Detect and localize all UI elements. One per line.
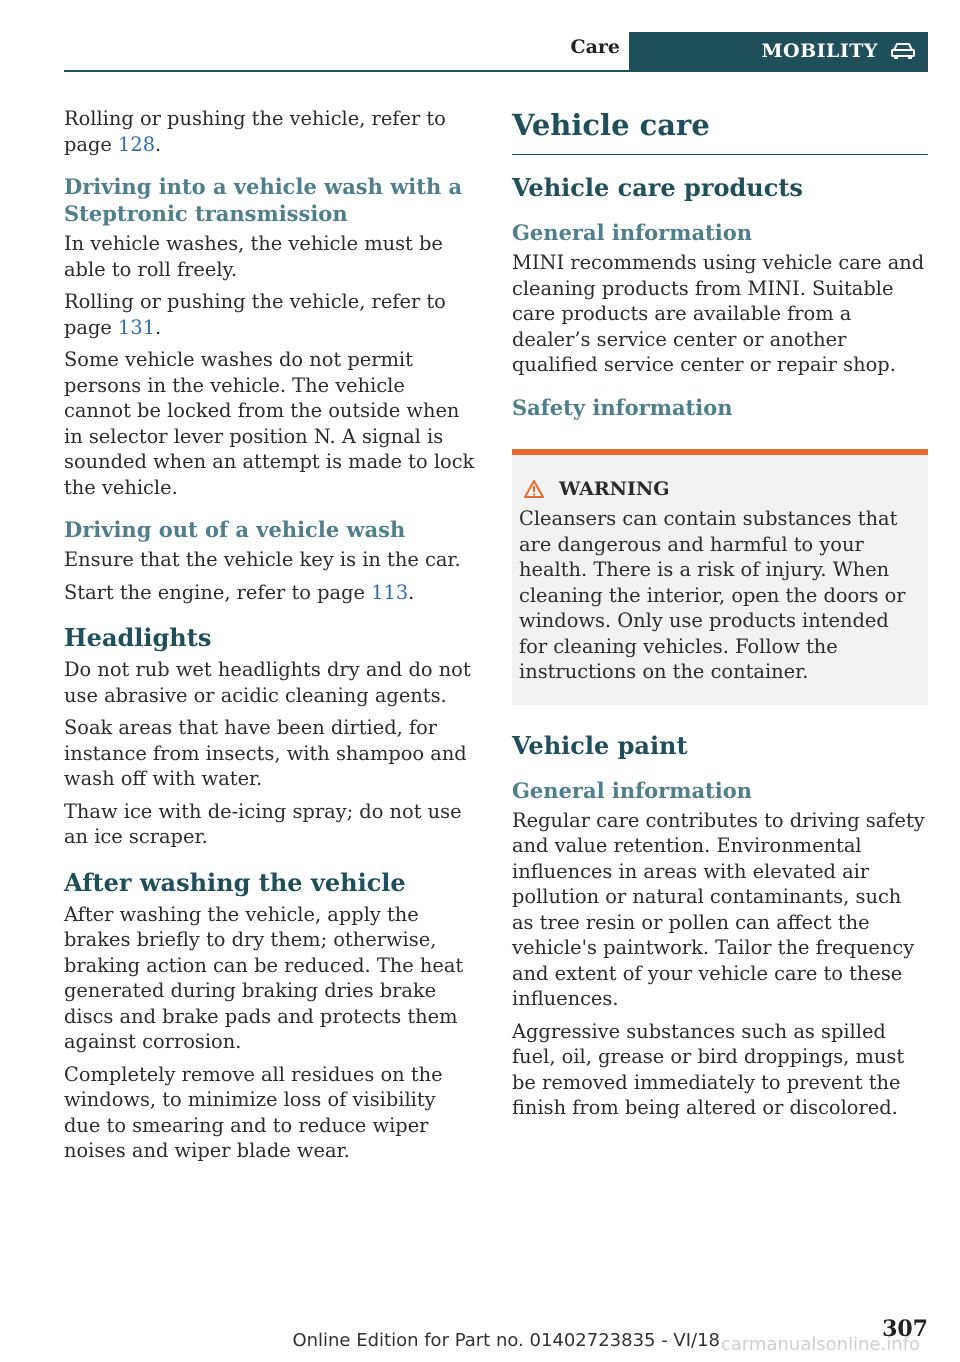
- heading-care-products: Vehicle care products: [512, 173, 803, 202]
- heading-general-information: General information: [512, 220, 753, 245]
- paragraph: Completely remove all residues on the windows, to minimize loss of visibility due to smearing and to reduce wiper noises and wiper blade wear.: [64, 1062, 443, 1162]
- watermark: carmanualsonline.info: [720, 1334, 920, 1355]
- header-rule: [64, 70, 928, 72]
- paragraph: Do not rub wet headlights dry and do not use abrasive or acidic cleaning agents.: [64, 658, 471, 707]
- left-column: [64, 106, 476, 1171]
- warning-triangle-icon: [523, 479, 545, 499]
- page-reference-link[interactable]: 128: [118, 132, 156, 156]
- heading-vehicle-paint: Vehicle paint: [512, 730, 688, 760]
- page-reference-link[interactable]: 131: [118, 315, 156, 339]
- page-reference-link[interactable]: 113: [371, 580, 409, 604]
- paragraph: Regular care contributes to driving safety and value retention. Environmental influences in areas with elevated air pollution or natural contaminants, such as tree resin or pollen can affect the vehicle's paintwork. Tailor the frequency and extent of your vehicle care to these influences.: [512, 808, 925, 1010]
- paragraph: Rolling or pushing the vehicle, refer to page 131.: [64, 290, 446, 339]
- heading-after-washing: After washing the vehicle: [64, 867, 406, 897]
- paragraph: Ensure that the vehicle key is in the car.: [64, 548, 461, 571]
- heading-vehicle-care: Vehicle care: [512, 108, 928, 155]
- heading-headlights: Headlights: [64, 623, 212, 652]
- paragraph: Aggressive substances such as spilled fuel, oil, grease or bird droppings, must be removed immediately to prevent the finish from being altered or discolored.: [512, 1019, 905, 1119]
- heading-wash-steptronic: Driving into a vehicle wash with a Steptronic transmission: [64, 174, 463, 226]
- warning-title: WARNING: [519, 477, 920, 503]
- paragraph: Soak areas that have been dirtied, for instance from insects, with shampoo and wash off with water.: [64, 716, 467, 790]
- edition-note: Online Edition for Part no. 01402723835 - VI/18: [292, 1330, 720, 1351]
- paragraph: MINI recommends using vehicle care and cleaning products from MINI. Suitable care products are available from a dealer’s service center or another qualified service center or repair shop.: [512, 251, 925, 376]
- heading-safety-information: Safety information: [512, 394, 733, 420]
- header-chapter-tab: [629, 32, 928, 70]
- paragraph: Start the engine, refer to page 113.: [64, 580, 415, 604]
- heading-general-information: General information: [512, 777, 753, 803]
- paragraph: In vehicle washes, the vehicle must be able to roll freely.: [64, 232, 443, 281]
- paragraph: Some vehicle washes do not permit persons in the vehicle. The vehicle cannot be locked from the outside when in selector lever position N. A signal is sounded when an attempt is made to lock the vehicle.: [64, 348, 475, 499]
- paragraph: Thaw ice with de-icing spray; do not use an ice scraper.: [64, 799, 462, 848]
- page-number: 307: [882, 1316, 928, 1342]
- header-section-title: Care: [570, 36, 620, 58]
- paragraph: Rolling or pushing the vehicle, refer to page 128.: [64, 107, 446, 156]
- warning-box: [512, 449, 928, 705]
- paragraph: After washing the vehicle, apply the brakes briefly to dry them; otherwise, braking action can be reduced. The heat generated during braking dries brake discs and brake pads and protects them against corrosion.: [64, 902, 464, 1053]
- car-icon: [890, 42, 916, 60]
- right-column: [512, 106, 928, 1128]
- warning-text: Cleansers can contain substances that are dangerous and harmful to your health. There is a risk of injury. When cleaning the interior, open the doors or windows. Only use products intended for cleaning vehicles. Follow the instructions on the container.: [519, 507, 906, 683]
- heading-driving-out: Driving out of a vehicle wash: [64, 517, 406, 542]
- header-chapter-label: MOBILITY: [761, 40, 878, 62]
